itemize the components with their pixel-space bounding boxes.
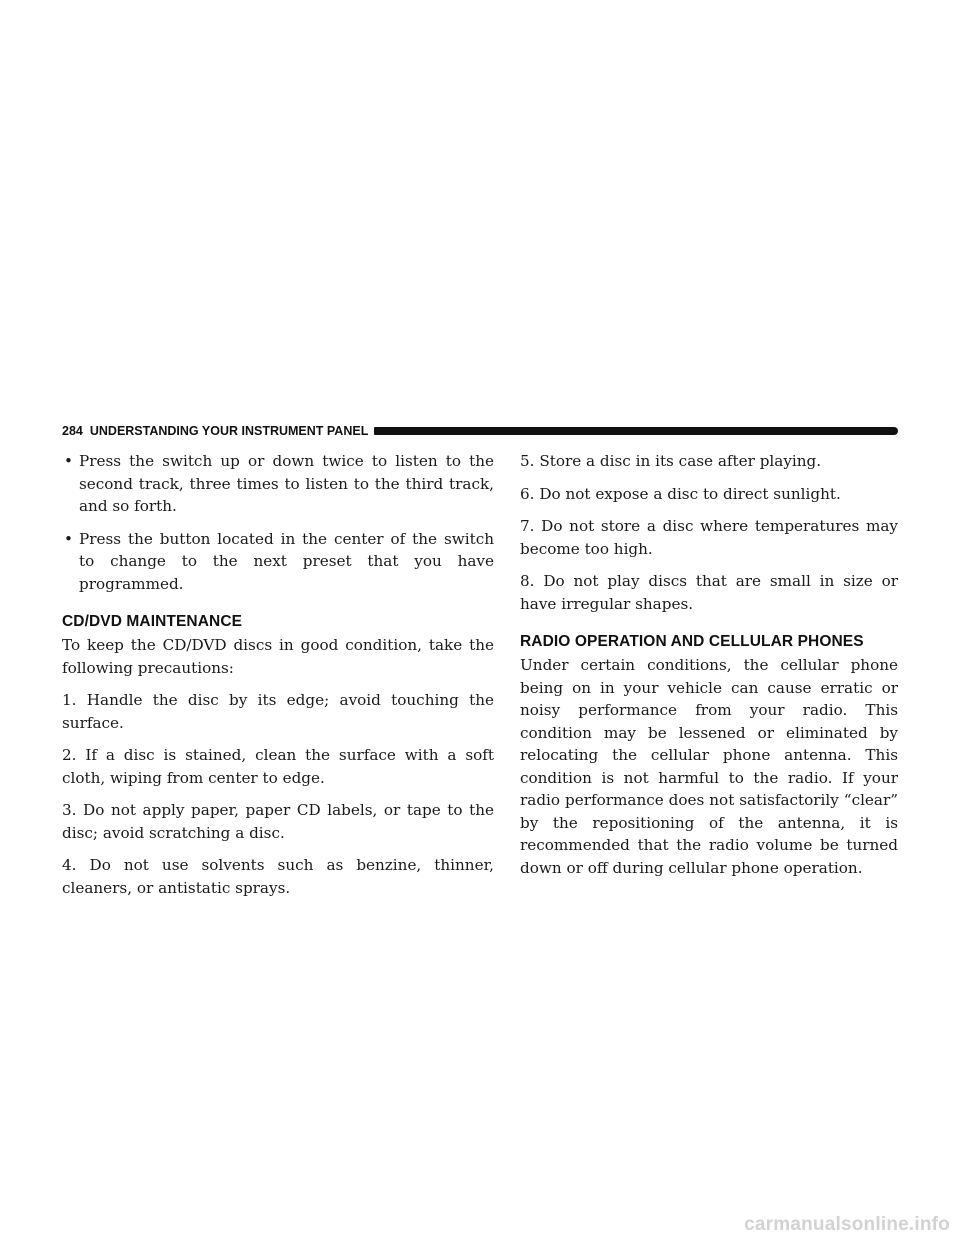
bullet-icon: • xyxy=(64,529,73,548)
radio-cellular-heading: RADIO OPERATION AND CELLULAR PHONES xyxy=(520,633,864,650)
maintenance-step: 3. Do not apply paper, paper CD labels, or tape to the disc; avoid scratching a disc. xyxy=(62,801,494,842)
maintenance-step: 7. Do not store a disc where temperatures may become too high. xyxy=(520,517,898,558)
radio-cellular-body: Under certain conditions, the cellular phone being on in your vehicle can cause erratic or noisy performance from your radio. This condition may be lessened or eliminated by relocating the cellular phone antenna. This condition is not harmful to the radio. If your radio performance does not satisfactorily “clear” by the repositioning of the antenna, it is recommended that the radio volume be turned down or off during cellular phone operation. xyxy=(520,656,898,877)
header-rule xyxy=(374,427,898,435)
maintenance-step: 5. Store a disc in its case after playing. xyxy=(520,452,822,470)
maintenance-step: 1. Handle the disc by its edge; avoid touching the surface. xyxy=(62,691,494,732)
right-column xyxy=(520,450,898,889)
bullet-icon: • xyxy=(64,452,73,470)
bullet-item xyxy=(62,450,494,518)
maintenance-step: 6. Do not expose a disc to direct sunlight. xyxy=(520,484,841,503)
maintenance-step: 2. If a disc is stained, clean the surface with a soft cloth, wiping from center to edge. xyxy=(62,746,494,787)
watermark: carmanualsonline.info xyxy=(744,1214,950,1235)
bullet-item xyxy=(62,528,494,596)
left-column xyxy=(62,450,494,909)
bullet-text: Press the button located in the center of the switch to change to the next preset that you have programmed. xyxy=(79,529,494,593)
page-number: 284 xyxy=(62,424,83,438)
maintenance-intro: To keep the CD/DVD discs in good condition, take the following precautions: xyxy=(62,636,494,677)
bullet-text: Press the switch up or down twice to listen to the second track, three times to listen to the third track, and so forth. xyxy=(79,452,494,515)
page-header xyxy=(62,422,898,440)
section-title: UNDERSTANDING YOUR INSTRUMENT PANEL xyxy=(89,424,369,438)
maintenance-step: 4. Do not use solvents such as benzine, thinner, cleaners, or antistatic sprays. xyxy=(62,856,494,897)
cd-dvd-maintenance-heading: CD/DVD MAINTENANCE xyxy=(62,613,243,630)
maintenance-step: 8. Do not play discs that are small in size or have irregular shapes. xyxy=(520,572,898,613)
